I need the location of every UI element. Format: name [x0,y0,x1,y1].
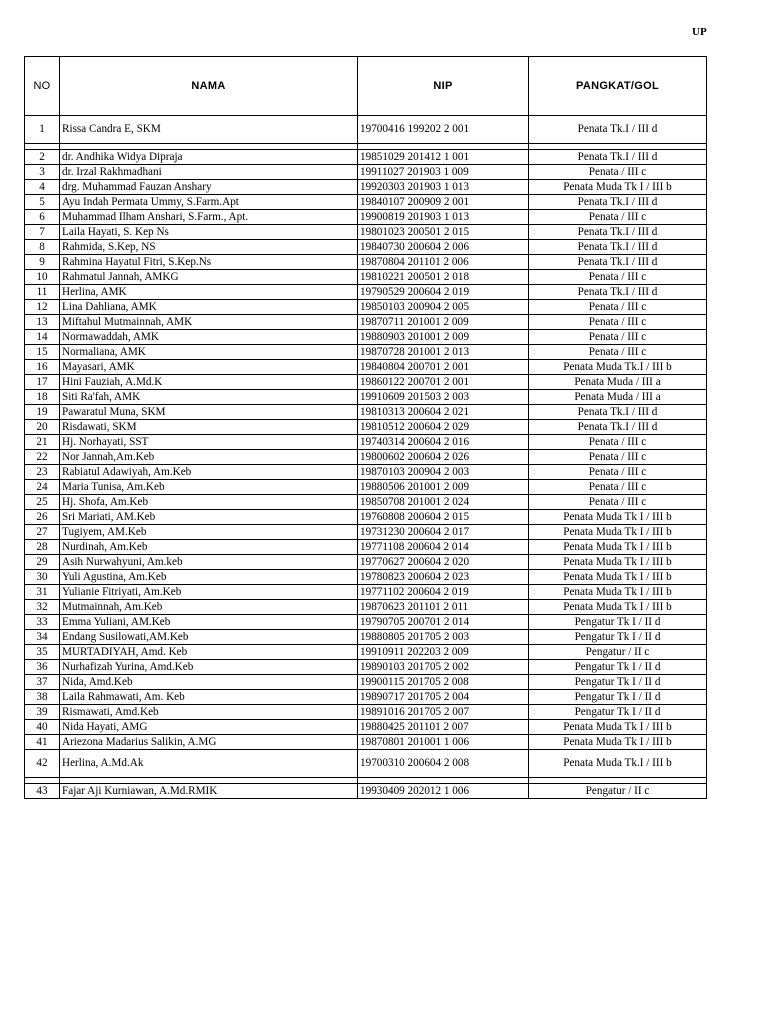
row-number: 15 [25,345,60,360]
table-row [25,270,707,285]
row-number: 40 [25,720,60,735]
employee-name: Rahmatul Jannah, AMKG [60,270,358,285]
table-row [25,255,707,270]
employee-nip: 19880805 201705 2 003 [358,630,529,645]
employee-rank: Penata / III c [529,330,707,345]
employee-nip: 19870804 201101 2 006 [358,255,529,270]
table-row [25,540,707,555]
column-header-no: NO [25,57,60,116]
employee-rank: Penata / III c [529,300,707,315]
row-number: 13 [25,315,60,330]
table-row [25,675,707,690]
employee-rank: Pengatur Tk I / II d [529,675,707,690]
row-number: 7 [25,225,60,240]
table-row [25,555,707,570]
employee-name: Yuli Agustina, Am.Keb [60,570,358,585]
employee-name: Nor Jannah,Am.Keb [60,450,358,465]
table-row [25,375,707,390]
employee-name: Herlina, A.Md.Ak [60,750,358,778]
row-number: 4 [25,180,60,195]
employee-name: Rabiatul Adawiyah, Am.Keb [60,465,358,480]
employee-rank: Pengatur Tk I / II d [529,615,707,630]
employee-rank: Penata Muda Tk I / III b [529,570,707,585]
employee-name: Ariezona Madarius Salikin, A.MG [60,735,358,750]
table-header-row [25,57,707,116]
table-row [25,345,707,360]
employee-nip: 19810313 200604 2 021 [358,405,529,420]
employee-name: Endang Susilowati,AM.Keb [60,630,358,645]
employee-rank: Penata Muda Tk I / III b [529,510,707,525]
table-row [25,225,707,240]
employee-rank: Penata Tk.I / III d [529,285,707,300]
employee-nip: 19890103 201705 2 002 [358,660,529,675]
table-row [25,645,707,660]
table-row [25,195,707,210]
employee-rank: Penata / III c [529,495,707,510]
employee-rank: Pengatur Tk I / II d [529,630,707,645]
employee-rank: Penata Muda Tk I / III b [529,585,707,600]
row-number: 42 [25,750,60,778]
row-number: 14 [25,330,60,345]
employee-rank: Penata Muda Tk.I / III b [529,750,707,778]
employee-nip: 19911027 201903 1 009 [358,165,529,180]
employee-nip: 19920303 201903 1 013 [358,180,529,195]
table-row [25,116,707,144]
employee-name: Siti Ra'fah, AMK [60,390,358,405]
row-number: 3 [25,165,60,180]
employee-rank: Pengatur Tk I / II d [529,705,707,720]
employee-nip: 19880506 201001 2 009 [358,480,529,495]
column-header-pangkat: PANGKAT/GOL [529,57,707,116]
employee-rank: Penata Tk.I / III d [529,150,707,165]
employee-nip: 19790705 200701 2 014 [358,615,529,630]
employee-name: MURTADIYAH, Amd. Keb [60,645,358,660]
employee-name: Mayasari, AMK [60,360,358,375]
employee-rank: Penata / III c [529,315,707,330]
employee-rank: Penata Muda Tk I / III b [529,555,707,570]
table-row [25,690,707,705]
table-body [25,116,707,799]
employee-nip: 19771108 200604 2 014 [358,540,529,555]
employee-name: Laila Rahmawati, Am. Keb [60,690,358,705]
employee-nip: 19731230 200604 2 017 [358,525,529,540]
table-row [25,784,707,799]
row-number: 35 [25,645,60,660]
table-row [25,285,707,300]
column-header-nip: NIP [358,57,529,116]
employee-rank: Penata Tk.I / III d [529,225,707,240]
row-number: 19 [25,405,60,420]
employee-nip: 19740314 200604 2 016 [358,435,529,450]
employee-name: Hini Fauziah, A.Md.K [60,375,358,390]
employee-name: Nurhafizah Yurina, Amd.Keb [60,660,358,675]
employee-nip: 19810221 200501 2 018 [358,270,529,285]
employee-name: drg. Muhammad Fauzan Anshary [60,180,358,195]
table-row [25,615,707,630]
employee-rank: Penata Tk.I / III d [529,116,707,144]
row-number: 25 [25,495,60,510]
employee-name: Lina Dahliana, AMK [60,300,358,315]
row-number: 38 [25,690,60,705]
employee-name: Rahmida, S.Kep, NS [60,240,358,255]
row-number: 36 [25,660,60,675]
row-number: 29 [25,555,60,570]
row-number: 23 [25,465,60,480]
employee-nip: 19780823 200604 2 023 [358,570,529,585]
row-number: 10 [25,270,60,285]
table-row [25,300,707,315]
row-number: 18 [25,390,60,405]
employee-rank: Penata / III c [529,210,707,225]
employee-nip: 19760808 200604 2 015 [358,510,529,525]
employee-name: Sri Mariati, AM.Keb [60,510,358,525]
employee-nip: 19840730 200604 2 006 [358,240,529,255]
row-number: 27 [25,525,60,540]
employee-rank: Penata Muda Tk I / III b [529,180,707,195]
employee-rank: Penata Muda Tk I / III b [529,720,707,735]
employee-rank: Penata / III c [529,480,707,495]
table-row [25,240,707,255]
table-row [25,630,707,645]
employee-name: Muhammad Ilham Anshari, S.Farm., Apt. [60,210,358,225]
employee-name: dr. Irzal Rakhmadhani [60,165,358,180]
employee-rank: Penata Tk.I / III d [529,420,707,435]
row-number: 16 [25,360,60,375]
employee-nip: 19880903 201001 2 009 [358,330,529,345]
employee-nip: 19770627 200604 2 020 [358,555,529,570]
table-row [25,660,707,675]
row-number: 5 [25,195,60,210]
employee-name: Fajar Aji Kurniawan, A.Md.RMIK [60,784,358,799]
employee-name: Yulianie Fitriyati, Am.Keb [60,585,358,600]
employee-name: Nida, Amd.Keb [60,675,358,690]
employee-name: Hj. Shofa, Am.Keb [60,495,358,510]
employee-name: Tugiyem, AM.Keb [60,525,358,540]
employee-nip: 19840804 200701 2 001 [358,360,529,375]
table-row [25,480,707,495]
table-row [25,600,707,615]
table-row [25,330,707,345]
employee-rank: Pengatur Tk I / II d [529,690,707,705]
employee-rank: Penata Tk.I / III d [529,195,707,210]
employee-rank: Penata Muda Tk I / III b [529,540,707,555]
row-number: 39 [25,705,60,720]
table-row [25,165,707,180]
employee-rank: Penata Muda / III a [529,390,707,405]
employee-name: dr. Andhika Widya Dipraja [60,150,358,165]
employee-rank: Penata Muda / III a [529,375,707,390]
employee-rank: Penata / III c [529,435,707,450]
employee-nip: 19700416 199202 2 001 [358,116,529,144]
employee-name: Emma Yuliani, AM.Keb [60,615,358,630]
employee-rank: Pengatur / II c [529,645,707,660]
employee-name: Nida Hayati, AMG [60,720,358,735]
table-row [25,150,707,165]
employee-nip: 19840107 200909 2 001 [358,195,529,210]
table-row [25,360,707,375]
employee-nip: 19870103 200904 2 003 [358,465,529,480]
employee-name: Rissa Candra E, SKM [60,116,358,144]
table-row [25,315,707,330]
table-row [25,450,707,465]
employee-nip: 19870728 201001 2 013 [358,345,529,360]
employee-nip: 19900819 201903 1 013 [358,210,529,225]
table-row [25,750,707,778]
table-row [25,465,707,480]
row-number: 30 [25,570,60,585]
table-row [25,435,707,450]
employee-rank: Penata / III c [529,345,707,360]
row-number: 28 [25,540,60,555]
row-number: 24 [25,480,60,495]
employee-rank: Penata Muda Tk.I / III b [529,360,707,375]
row-number: 41 [25,735,60,750]
row-number: 9 [25,255,60,270]
employee-name: Rismawati, Amd.Keb [60,705,358,720]
row-number: 6 [25,210,60,225]
employee-nip: 19850103 200904 2 005 [358,300,529,315]
employee-rank: Penata Tk.I / III d [529,255,707,270]
row-number: 26 [25,510,60,525]
employee-rank: Penata Tk.I / III d [529,240,707,255]
employee-name: Hj. Norhayati, SST [60,435,358,450]
employee-rank: Penata / III c [529,165,707,180]
employee-nip: 19870711 201001 2 009 [358,315,529,330]
row-number: 8 [25,240,60,255]
employee-nip: 19860122 200701 2 001 [358,375,529,390]
employee-nip: 19880425 201101 2 007 [358,720,529,735]
employee-table [24,56,707,799]
table-row [25,720,707,735]
table-row [25,180,707,195]
row-number: 34 [25,630,60,645]
table-row [25,495,707,510]
employee-name: Laila Hayati, S. Kep Ns [60,225,358,240]
row-number: 43 [25,784,60,799]
employee-rank: Penata / III c [529,450,707,465]
employee-nip: 19810512 200604 2 029 [358,420,529,435]
employee-nip: 19890717 201705 2 004 [358,690,529,705]
table-row [25,510,707,525]
employee-name: Herlina, AMK [60,285,358,300]
employee-rank: Penata Muda Tk I / III b [529,735,707,750]
employee-nip: 19800602 200604 2 026 [358,450,529,465]
row-number: 22 [25,450,60,465]
employee-name: Ayu Indah Permata Ummy, S.Farm.Apt [60,195,358,210]
employee-nip: 19771102 200604 2 019 [358,585,529,600]
row-number: 2 [25,150,60,165]
employee-nip: 19910609 201503 2 003 [358,390,529,405]
employee-name: Nurdinah, Am.Keb [60,540,358,555]
column-header-nama: NAMA [60,57,358,116]
employee-nip: 19851029 201412 1 001 [358,150,529,165]
employee-nip: 19910911 202203 2 009 [358,645,529,660]
employee-nip: 19891016 201705 2 007 [358,705,529,720]
employee-name: Asih Nurwahyuni, Am.keb [60,555,358,570]
employee-rank: Pengatur Tk I / II d [529,660,707,675]
row-number: 12 [25,300,60,315]
employee-nip: 19870623 201101 2 011 [358,600,529,615]
table-row [25,420,707,435]
table-row [25,525,707,540]
row-number: 32 [25,600,60,615]
table-row [25,405,707,420]
employee-name: Mutmainnah, Am.Keb [60,600,358,615]
employee-name: Rahmina Hayatul Fitri, S.Kep.Ns [60,255,358,270]
employee-nip: 19801023 200501 2 015 [358,225,529,240]
row-number: 21 [25,435,60,450]
employee-rank: Penata Muda Tk I / III b [529,600,707,615]
table-row [25,570,707,585]
cropped-header-text: UP [692,26,707,38]
employee-nip: 19700310 200604 2 008 [358,750,529,778]
table-row [25,390,707,405]
employee-rank: Penata / III c [529,270,707,285]
employee-rank: Pengatur / II c [529,784,707,799]
employee-nip: 19900115 201705 2 008 [358,675,529,690]
table-row [25,735,707,750]
employee-name: Miftahul Mutmainnah, AMK [60,315,358,330]
employee-rank: Penata Muda Tk I / III b [529,525,707,540]
employee-name: Pawaratul Muna, SKM [60,405,358,420]
row-number: 37 [25,675,60,690]
employee-nip: 19930409 202012 1 006 [358,784,529,799]
employee-name: Normaliana, AMK [60,345,358,360]
row-number: 20 [25,420,60,435]
employee-name: Maria Tunisa, Am.Keb [60,480,358,495]
employee-nip: 19790529 200604 2 019 [358,285,529,300]
table-row [25,585,707,600]
employee-nip: 19870801 201001 1 006 [358,735,529,750]
employee-name: Normawaddah, AMK [60,330,358,345]
employee-rank: Penata Tk.I / III d [529,405,707,420]
row-number: 31 [25,585,60,600]
row-number: 33 [25,615,60,630]
row-number: 1 [25,116,60,144]
table-row [25,210,707,225]
employee-rank: Penata / III c [529,465,707,480]
employee-nip: 19850708 201001 2 024 [358,495,529,510]
row-number: 17 [25,375,60,390]
employee-name: Risdawati, SKM [60,420,358,435]
row-number: 11 [25,285,60,300]
table-row [25,705,707,720]
